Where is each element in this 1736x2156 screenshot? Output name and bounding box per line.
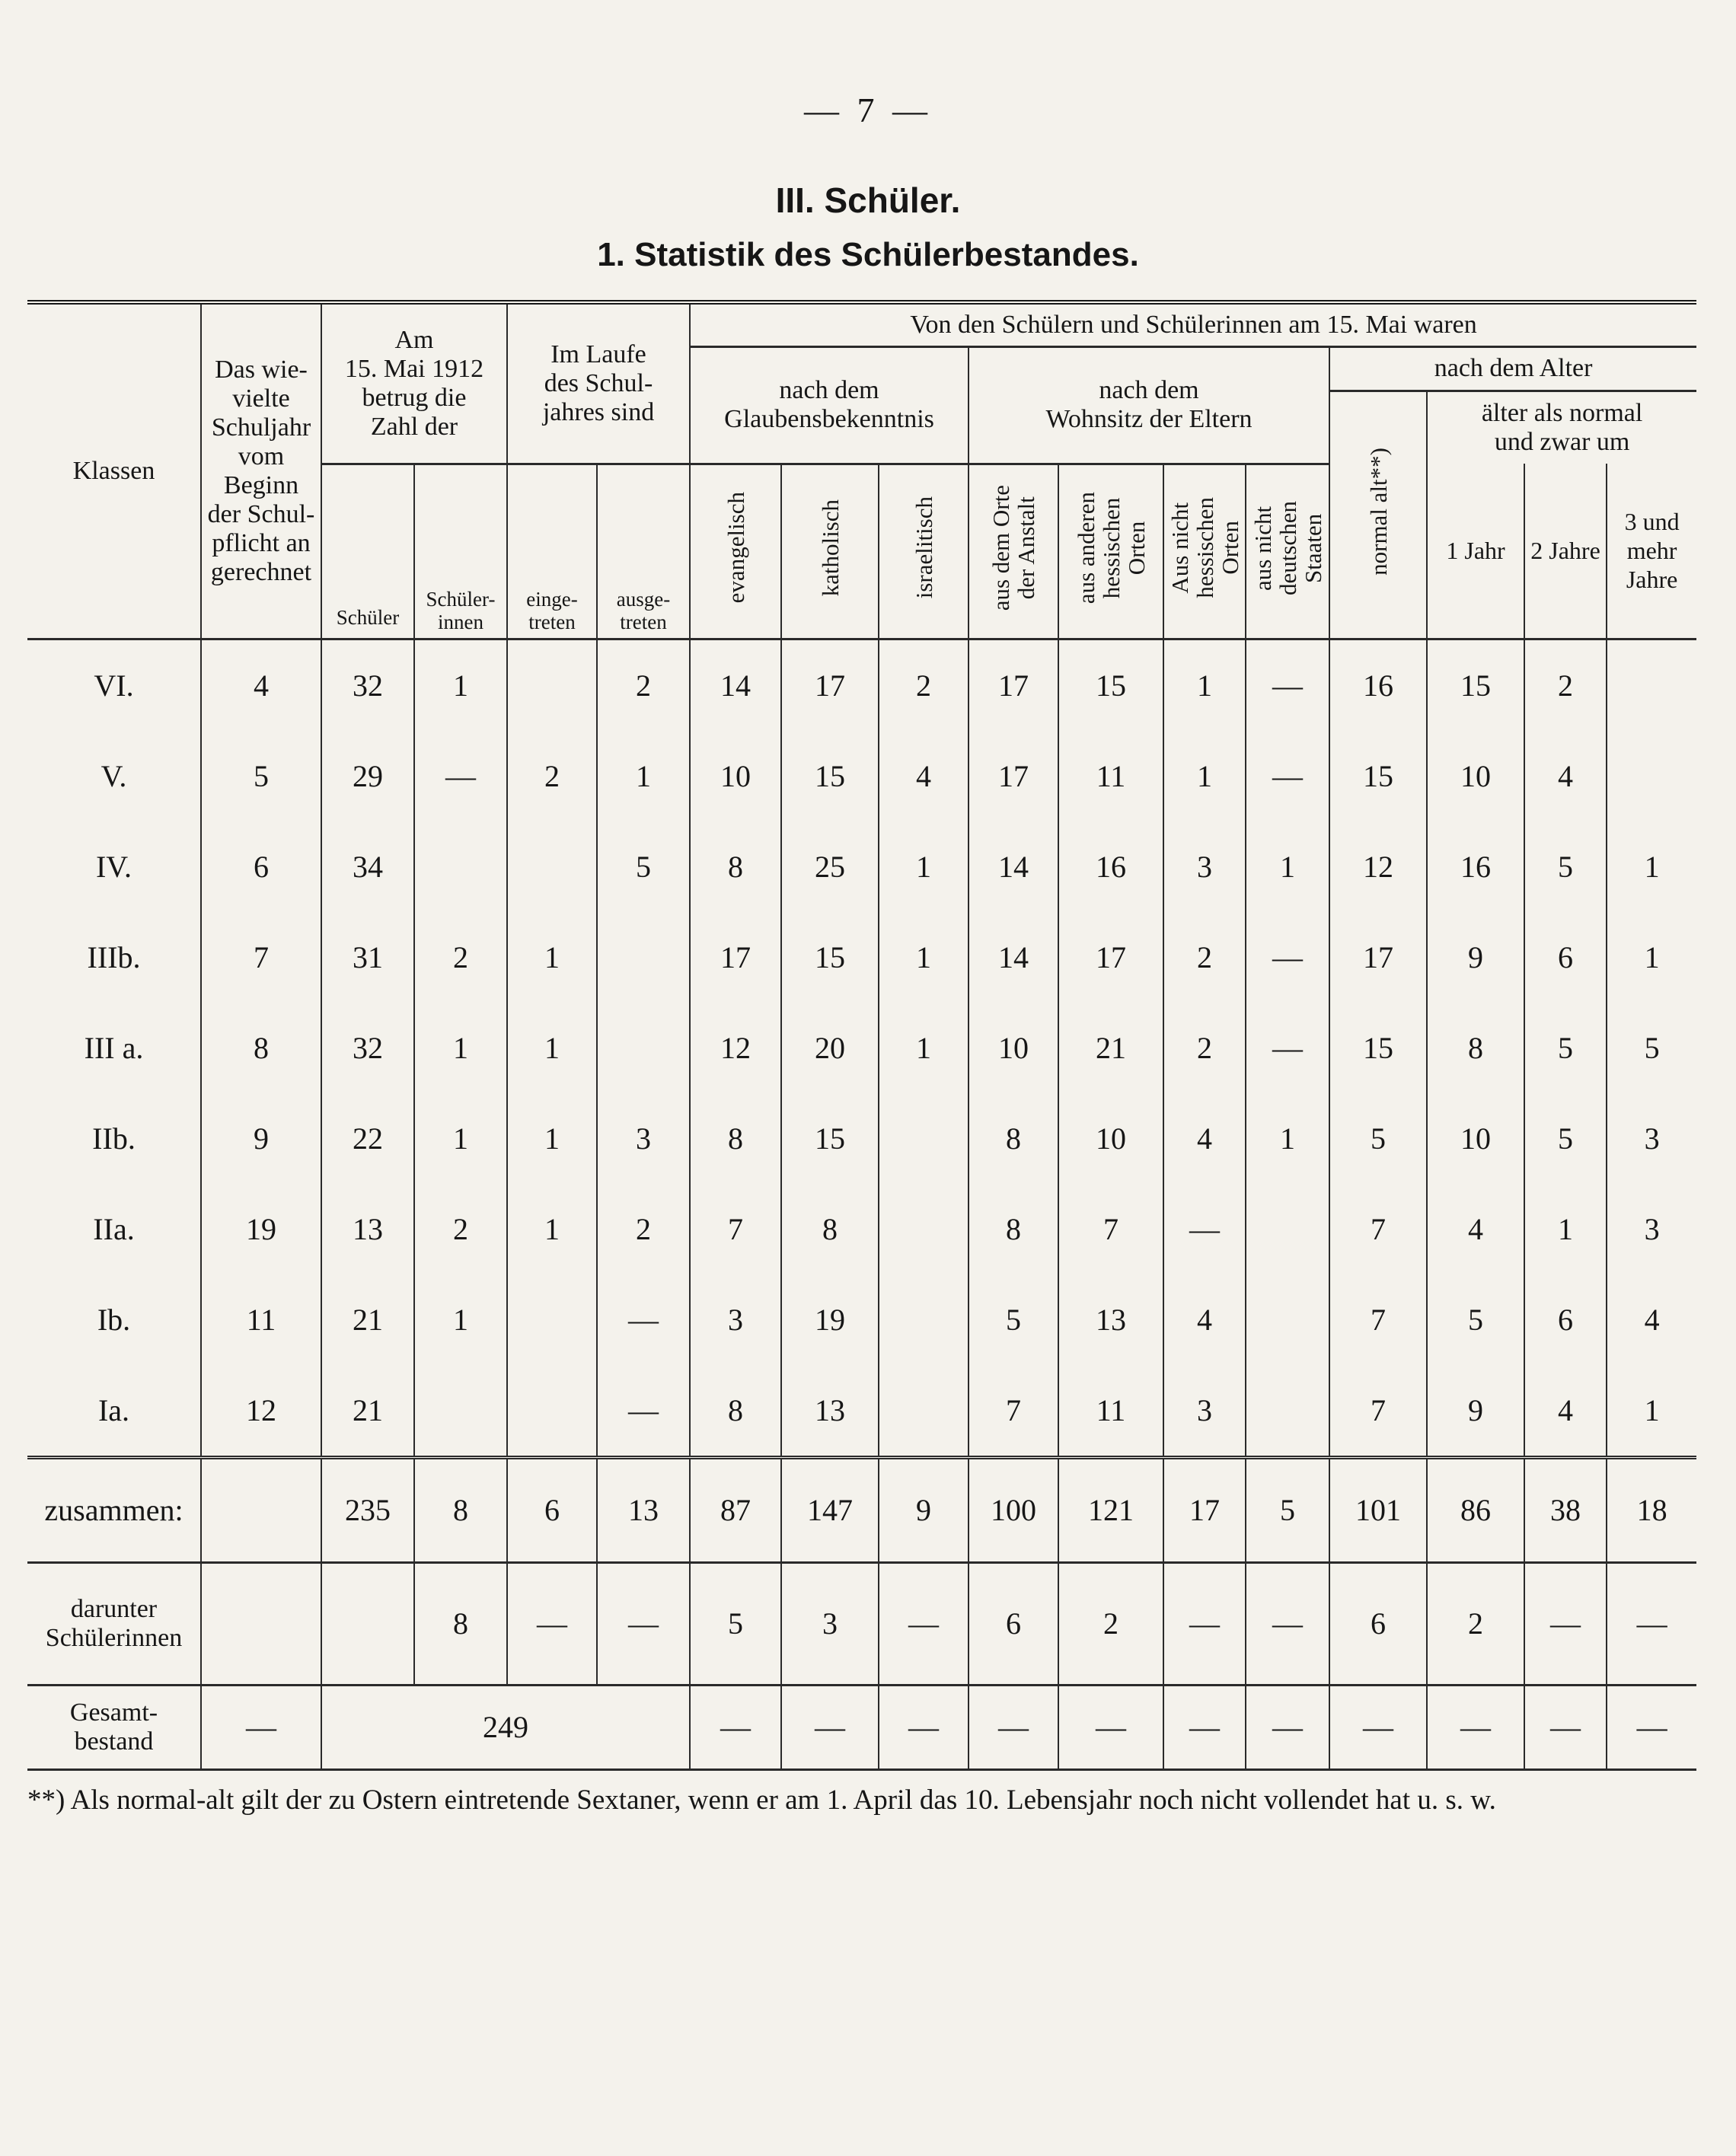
table-cell	[597, 912, 690, 1003]
table-cell: 1	[597, 731, 690, 821]
class-label: Ia.	[27, 1365, 201, 1458]
class-label: IIa.	[27, 1184, 201, 1274]
table-cell: 4	[1524, 1365, 1607, 1458]
table-cell: 3	[690, 1274, 781, 1365]
table-cell: 101	[1329, 1457, 1427, 1562]
table-cell: 8	[690, 821, 781, 912]
table-cell: 31	[321, 912, 414, 1003]
table-cell: 1	[414, 639, 507, 731]
table-cell: 9	[201, 1093, 321, 1184]
table-cell: 5	[1524, 1003, 1607, 1093]
table-cell: 4	[1644, 1302, 1660, 1337]
header-laufe: Im Laufe des Schul- jahres sind	[507, 302, 690, 464]
table-cell: 1	[414, 1274, 507, 1365]
table-cell: 12	[1329, 821, 1427, 912]
header-nicht-deutschen	[1246, 464, 1329, 639]
table-cell: 16	[1329, 639, 1427, 731]
table-row	[27, 1003, 1696, 1093]
table-row	[27, 821, 1696, 912]
footnote: **) Als normal-alt gilt der zu Ostern eintretende Sextaner, wenn er am 1. April das 10. Lebensjahr noch nicht vollendet hat u. s. w.	[27, 1784, 1496, 1816]
header-ausgetreten: ausge- treten	[597, 464, 690, 639]
table-cell: 5	[1524, 1093, 1607, 1184]
table-cell: 12	[690, 1003, 781, 1093]
table-row	[27, 1274, 1696, 1365]
table-cell: 8	[969, 1093, 1058, 1184]
table-cell: 11	[1058, 1365, 1163, 1458]
table-cell: 11	[201, 1274, 321, 1365]
table-cell: —	[879, 1685, 969, 1769]
table-cell: 3	[1163, 821, 1246, 912]
table-cell: 3	[1163, 1365, 1246, 1458]
israelitisch-label: israelitisch	[910, 496, 937, 599]
table-cell: 6	[1524, 912, 1607, 1003]
table-cell: —	[1246, 912, 1329, 1003]
class-label: IIIb.	[27, 912, 201, 1003]
table-cell: 5	[1524, 821, 1607, 912]
table-cell: —	[781, 1685, 879, 1769]
table-cell: 1	[1524, 1184, 1607, 1274]
table-cell: —	[1163, 1562, 1246, 1685]
table-cell: —	[690, 1685, 781, 1769]
header-evangelisch	[690, 464, 781, 639]
table-cell: 6	[1524, 1274, 1607, 1365]
table-cell	[507, 1365, 597, 1458]
table-cell: 5	[1329, 1093, 1427, 1184]
table-cell: 15	[781, 912, 879, 1003]
header-israelitisch	[879, 464, 969, 639]
table-cell	[879, 1365, 969, 1458]
table-cell: 29	[321, 731, 414, 821]
table-cell: 10	[1427, 731, 1524, 821]
table-cell	[1607, 639, 1696, 731]
header-aelter: älter als normal und zwar um	[1481, 398, 1643, 456]
table-cell	[414, 1365, 507, 1458]
table-cell: 22	[321, 1093, 414, 1184]
header-schuljahr: Das wie- vielte Schuljahr vom Beginn der Schul- pflicht an gerechnet	[201, 302, 321, 639]
table-cell: 1	[1644, 849, 1660, 884]
table-cell: 1	[507, 1003, 597, 1093]
sum-label: zusammen:	[27, 1457, 201, 1562]
table-cell	[507, 821, 597, 912]
table-cell: 1	[1246, 1093, 1329, 1184]
table-cell: 17	[969, 731, 1058, 821]
table-cell: 1	[414, 1093, 507, 1184]
table-cell: 2	[1163, 1003, 1246, 1093]
class-label: V.	[27, 731, 201, 821]
table-cell: 12	[201, 1365, 321, 1458]
table-cell: 15	[1058, 639, 1163, 731]
statistics-table	[27, 300, 1696, 1771]
header-zahl: Am 15. Mai 1912 betrug die Zahl der	[321, 302, 507, 464]
header-klassen: Klassen	[27, 302, 201, 639]
table-cell: 7	[969, 1365, 1058, 1458]
table-cell: 17	[781, 639, 879, 731]
table-cell: 15	[1329, 731, 1427, 821]
table-cell: 100	[969, 1457, 1058, 1562]
header-schuelerinnen: Schüler- innen	[414, 464, 507, 639]
table-cell: 1	[1644, 939, 1660, 974]
table-row	[27, 731, 1696, 821]
table-cell: 1	[507, 1184, 597, 1274]
table-cell: —	[414, 731, 507, 821]
table-cell: 8	[1427, 1003, 1524, 1093]
table-cell: 8	[781, 1184, 879, 1274]
table-cell: 1	[1644, 1392, 1660, 1427]
table-cell: 4	[1427, 1184, 1524, 1274]
table-cell: —	[597, 1274, 690, 1365]
table-row	[27, 1093, 1696, 1184]
table-cell: —	[969, 1685, 1058, 1769]
total-label: Gesamt- bestand	[27, 1685, 201, 1769]
class-label: III a.	[27, 1003, 201, 1093]
header-anderen-hessischen	[1058, 464, 1163, 639]
table-cell: 15	[781, 1093, 879, 1184]
nicht-hessischen-label: Aus nicht hessischen Orten	[1166, 497, 1243, 598]
table-cell: 2	[879, 639, 969, 731]
table-cell	[201, 1457, 321, 1562]
table-cell: 6	[507, 1457, 597, 1562]
table-cell: 5	[597, 821, 690, 912]
nicht-deutschen-label: aus nicht deutschen Staaten	[1249, 500, 1326, 595]
table-cell: 10	[1058, 1093, 1163, 1184]
table-cell: —	[1607, 1685, 1696, 1769]
table-cell: 14	[690, 639, 781, 731]
table-cell: 9	[879, 1457, 969, 1562]
header-wohnsitz: nach dem Wohnsitz der Eltern	[969, 346, 1329, 464]
table-cell: 7	[1329, 1184, 1427, 1274]
table-cell: 1	[879, 1003, 969, 1093]
table-cell: 2	[414, 1184, 507, 1274]
table-cell: 21	[1058, 1003, 1163, 1093]
table-cell: 1	[507, 912, 597, 1003]
table-cell: 11	[1058, 731, 1163, 821]
table-cell: 8	[690, 1365, 781, 1458]
table-cell: 7	[1058, 1184, 1163, 1274]
table-row	[27, 639, 1696, 731]
table-cell: 1	[1246, 821, 1329, 912]
table-cell: 17	[1163, 1457, 1246, 1562]
table-cell: 13	[1058, 1274, 1163, 1365]
table-cell: 3	[1644, 1121, 1660, 1156]
table-cell: 5	[690, 1562, 781, 1685]
table-cell: —	[1246, 1562, 1329, 1685]
table-cell: 2	[1058, 1562, 1163, 1685]
table-cell	[507, 639, 597, 731]
evangelisch-label: evangelisch	[722, 492, 749, 604]
table-title: 1. Statistik des Schülerbestandes.	[597, 236, 1139, 273]
table-cell: 5	[1246, 1457, 1329, 1562]
table-cell: 6	[201, 821, 321, 912]
table-cell	[879, 1274, 969, 1365]
table-cell: 7	[1329, 1274, 1427, 1365]
table-cell: —	[1163, 1184, 1246, 1274]
table-cell: 32	[321, 1003, 414, 1093]
table-cell: —	[1163, 1685, 1246, 1769]
table-cell: —	[1524, 1562, 1607, 1685]
header-eingetreten: einge- treten	[507, 464, 597, 639]
table-cell: 17	[1058, 912, 1163, 1003]
table-cell: 10	[690, 731, 781, 821]
table-cell: 4	[201, 639, 321, 731]
table-cell: 8	[201, 1003, 321, 1093]
table-cell: —	[1246, 1685, 1329, 1769]
table-cell: 5	[201, 731, 321, 821]
table-row	[27, 1365, 1696, 1458]
table-cell: 2	[414, 912, 507, 1003]
table-cell: 16	[1058, 821, 1163, 912]
total-row	[27, 1685, 1696, 1769]
table-cell: 7	[690, 1184, 781, 1274]
table-cell: 13	[597, 1457, 690, 1562]
table-cell: 10	[1427, 1093, 1524, 1184]
table-cell	[597, 1003, 690, 1093]
table-cell: —	[597, 1562, 690, 1685]
ort-anstalt-label: aus dem Orte der Anstalt	[988, 484, 1040, 611]
statistics-body	[27, 639, 1696, 1769]
anderen-hessischen-label: aus anderen hessischen Orten	[1072, 491, 1150, 604]
table-cell: 87	[690, 1457, 781, 1562]
table-cell: 19	[201, 1184, 321, 1274]
header-drei-jahre: 3 und mehr Jahre	[1607, 464, 1696, 639]
table-cell	[1607, 731, 1696, 821]
header-alter: nach dem Alter	[1329, 346, 1696, 391]
table-cell	[1246, 1184, 1329, 1274]
table-cell: 34	[321, 821, 414, 912]
table-cell: 2	[1163, 912, 1246, 1003]
table-row	[27, 1184, 1696, 1274]
table-cell	[201, 1562, 321, 1685]
class-label: IV.	[27, 821, 201, 912]
table-cell: 16	[1427, 821, 1524, 912]
table-cell	[1246, 1274, 1329, 1365]
table-cell: 17	[690, 912, 781, 1003]
table-cell: 1	[879, 912, 969, 1003]
sum-row	[27, 1457, 1696, 1562]
table-cell	[414, 821, 507, 912]
table-cell: 5	[1644, 1030, 1660, 1065]
table-cell: —	[1246, 639, 1329, 731]
table-cell: 9	[1427, 1365, 1524, 1458]
table-cell: 21	[321, 1274, 414, 1365]
table-cell: 18	[1607, 1457, 1696, 1562]
table-cell: —	[1058, 1685, 1163, 1769]
table-cell: 2	[1427, 1562, 1524, 1685]
class-label: VI.	[27, 639, 201, 731]
table-cell: —	[597, 1365, 690, 1458]
table-cell	[879, 1093, 969, 1184]
table-cell: 20	[781, 1003, 879, 1093]
header-zwei-jahre: 2 Jahre	[1524, 464, 1607, 639]
table-cell: 3	[597, 1093, 690, 1184]
table-cell: 10	[969, 1003, 1058, 1093]
table-cell: 86	[1427, 1457, 1524, 1562]
table-cell: 6	[969, 1562, 1058, 1685]
table-cell: 9	[1427, 912, 1524, 1003]
table-row	[27, 912, 1696, 1003]
table-cell: 19	[781, 1274, 879, 1365]
table-cell: 32	[321, 639, 414, 731]
table-cell: 14	[969, 912, 1058, 1003]
table-cell: 1	[414, 1003, 507, 1093]
section-title: III. Schüler.	[775, 180, 961, 220]
table-cell: 4	[879, 731, 969, 821]
table-cell: 3	[1644, 1211, 1660, 1246]
table-cell: 4	[1163, 1274, 1246, 1365]
table-cell	[1246, 1365, 1329, 1458]
table-cell: —	[1524, 1685, 1607, 1769]
table-cell: 13	[781, 1365, 879, 1458]
girls-row	[27, 1562, 1696, 1685]
table-cell: —	[507, 1562, 597, 1685]
table-cell: 4	[1524, 731, 1607, 821]
table-cell: 21	[321, 1365, 414, 1458]
header-nicht-hessischen	[1163, 464, 1246, 639]
header-katholisch	[781, 464, 879, 639]
table-cell: 25	[781, 821, 879, 912]
page-number: — 7 —	[804, 91, 932, 129]
table-cell: 5	[1427, 1274, 1524, 1365]
table-cell: 1	[879, 821, 969, 912]
table-cell: 14	[969, 821, 1058, 912]
header-normal-alt	[1329, 391, 1427, 639]
girls-label: darunter Schülerinnen	[27, 1562, 201, 1685]
table-cell	[879, 1184, 969, 1274]
table-cell: 17	[969, 639, 1058, 731]
table-cell: 15	[781, 731, 879, 821]
table-cell: 13	[321, 1184, 414, 1274]
class-label: IIb.	[27, 1093, 201, 1184]
header-ort-anstalt	[969, 464, 1058, 639]
table-cell: —	[1329, 1685, 1427, 1769]
table-cell: 2	[597, 1184, 690, 1274]
table-cell: 8	[414, 1562, 507, 1685]
table-cell: 2	[597, 639, 690, 731]
table-cell: 121	[1058, 1457, 1163, 1562]
table-cell: 3	[781, 1562, 879, 1685]
table-cell: —	[879, 1562, 969, 1685]
table-cell: 1	[1163, 639, 1246, 731]
table-cell: —	[1246, 731, 1329, 821]
header-ein-jahr: 1 Jahr	[1427, 464, 1524, 639]
table-cell: 6	[1329, 1562, 1427, 1685]
table-cell: 4	[1163, 1093, 1246, 1184]
table-cell	[507, 1274, 597, 1365]
katholisch-label: katholisch	[816, 499, 844, 597]
total-value: 249	[321, 1685, 690, 1769]
table-cell: —	[1607, 1562, 1696, 1685]
table-cell: 8	[969, 1184, 1058, 1274]
table-cell: 15	[1329, 1003, 1427, 1093]
table-cell: 5	[969, 1274, 1058, 1365]
table-cell: —	[201, 1685, 321, 1769]
table-cell: 147	[781, 1457, 879, 1562]
table-cell: 1	[507, 1093, 597, 1184]
table-cell: 8	[414, 1457, 507, 1562]
table-cell: 8	[690, 1093, 781, 1184]
table-cell: 1	[1163, 731, 1246, 821]
header-von-den-schuelern: Von den Schülern und Schülerinnen am 15. Mai waren	[690, 302, 1696, 346]
normal-alt-label: normal alt**)	[1364, 447, 1392, 576]
table-cell: 15	[1427, 639, 1524, 731]
table-cell: 17	[1329, 912, 1427, 1003]
class-label: Ib.	[27, 1274, 201, 1365]
table-cell: 2	[507, 731, 597, 821]
header-glaubensbekenntnis: nach dem Glaubensbekenntnis	[690, 346, 969, 464]
table-cell: 235	[321, 1457, 414, 1562]
table-cell: 2	[1524, 639, 1607, 731]
table-cell	[321, 1562, 414, 1685]
table-cell: 38	[1524, 1457, 1607, 1562]
table-cell: —	[1427, 1685, 1524, 1769]
table-cell: —	[1246, 1003, 1329, 1093]
header-schueler: Schüler	[321, 464, 414, 639]
table-cell: 7	[1329, 1365, 1427, 1458]
table-cell: 7	[201, 912, 321, 1003]
